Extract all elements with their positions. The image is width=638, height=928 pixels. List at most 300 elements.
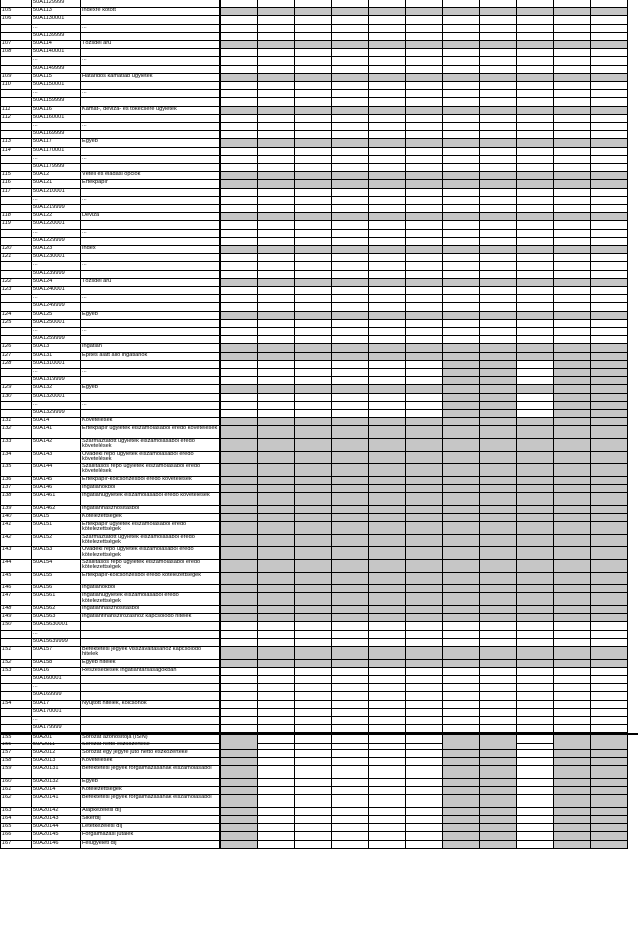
data-cell [406,123,443,131]
table-row [0,246,638,254]
row-number: 131 [0,418,32,426]
data-cell [221,189,258,197]
data-cell [295,766,332,779]
data-cell [406,750,443,758]
data-cell [406,506,443,514]
row-number: 134 [0,452,32,465]
data-cell [258,477,295,485]
row-label [81,254,221,262]
row-label: ... [81,90,221,98]
data-cell [554,606,591,614]
data-cell [258,107,295,115]
data-cell [332,506,369,514]
row-label: Kötelezettségek [81,787,221,795]
data-cell [258,385,295,393]
data-cell [258,361,295,369]
row-label: ... [81,230,221,238]
data-cell [443,287,480,295]
data-cell [406,344,443,352]
data-cell [221,606,258,614]
data-cell [332,485,369,493]
row-number [0,131,32,139]
data-cell [554,0,591,8]
data-cell [480,107,517,115]
data-cell [406,98,443,106]
data-cell [258,25,295,33]
table-row [0,733,638,741]
data-cell [295,312,332,320]
data-cell [332,115,369,123]
data-cell [221,758,258,766]
data-cell [332,25,369,33]
data-cell [554,779,591,787]
data-cell [369,295,406,303]
data-cell [221,750,258,758]
data-cell [221,426,258,439]
data-cell [332,336,369,344]
table-row [0,164,638,172]
data-cell [591,369,628,377]
data-cell [332,369,369,377]
row-number: 114 [0,148,32,156]
row-code: 50A169999 [32,692,81,700]
data-cell [369,493,406,506]
data-cell [258,98,295,106]
row-code: ... [32,123,81,131]
table-row [0,493,638,506]
row-label: Ingatlanügyletek elszámolásából eredő kötelezettségek [81,593,221,606]
data-cell [554,205,591,213]
data-cell [554,287,591,295]
data-cell [406,717,443,725]
row-label: Tőzsdei áru [81,41,221,49]
data-cell [369,336,406,344]
data-cell [295,205,332,213]
row-label: ... [81,57,221,65]
data-cell [406,25,443,33]
data-cell [480,123,517,131]
data-cell [332,841,369,849]
row-number: 128 [0,361,32,369]
data-cell [480,320,517,328]
data-cell [517,585,554,593]
data-cell [221,82,258,90]
data-cell [554,107,591,115]
data-cell [591,606,628,614]
data-cell [480,230,517,238]
data-cell [591,709,628,717]
data-cell [517,115,554,123]
data-cell [295,647,332,660]
row-number: 136 [0,477,32,485]
data-cell [406,647,443,660]
row-code: ... [32,90,81,98]
data-cell [221,402,258,410]
data-cell [221,631,258,639]
data-cell [295,684,332,692]
data-cell [591,361,628,369]
row-code: 50A1230001 [32,254,81,262]
table-row [0,33,638,41]
data-cell [369,485,406,493]
data-cell [554,377,591,385]
data-cell [554,115,591,123]
data-cell [295,477,332,485]
row-number [0,303,32,311]
data-cell [295,353,332,361]
row-number [0,98,32,106]
data-cell [406,139,443,147]
data-cell [406,189,443,197]
data-cell [332,0,369,8]
data-cell [258,766,295,779]
data-cell [332,684,369,692]
data-cell [517,750,554,758]
data-cell [369,262,406,270]
data-cell [517,320,554,328]
data-cell [406,377,443,385]
data-cell [295,0,332,8]
data-cell [369,832,406,840]
data-cell [554,221,591,229]
row-code: 50A1240001 [32,287,81,295]
data-cell [480,312,517,320]
data-cell [332,452,369,465]
data-cell [295,279,332,287]
data-cell [406,779,443,787]
row-code: 50A201 [32,735,81,743]
data-cell [369,766,406,779]
data-cell [369,585,406,593]
data-cell [295,287,332,295]
data-cell [480,197,517,205]
data-cell [443,8,480,16]
data-cell [221,131,258,139]
data-cell [480,49,517,57]
data-cell [517,156,554,164]
data-cell [369,684,406,692]
data-cell [258,631,295,639]
row-number [0,369,32,377]
row-number [0,0,32,8]
data-cell [480,279,517,287]
data-cell [221,262,258,270]
table-row [0,156,638,164]
table-row [0,593,638,606]
data-cell [258,148,295,156]
row-code: 50A1210001 [32,189,81,197]
table-row [0,426,638,439]
data-cell [369,74,406,82]
data-cell [332,262,369,270]
table-row [0,477,638,485]
data-cell [406,410,443,418]
data-cell [369,82,406,90]
table-row [0,701,638,709]
row-code: ... [32,197,81,205]
data-cell [591,701,628,709]
data-cell [591,439,628,452]
row-number: 108 [0,49,32,57]
data-cell [369,57,406,65]
data-cell [258,295,295,303]
data-cell [517,0,554,8]
data-cell [591,344,628,352]
data-cell [369,90,406,98]
row-number [0,90,32,98]
data-cell [443,573,480,586]
data-cell [443,74,480,82]
data-cell [332,614,369,622]
data-cell [295,156,332,164]
data-cell [295,808,332,816]
row-number: 167 [0,841,32,849]
data-cell [369,692,406,700]
data-cell [295,606,332,614]
table-row [0,668,638,676]
data-cell [295,668,332,676]
data-cell [369,312,406,320]
row-number [0,717,32,725]
row-label: Forgalmazási jutalék [81,832,221,840]
data-cell [332,180,369,188]
table-row [0,230,638,238]
row-code: 50A2011 [32,742,81,750]
data-cell [295,824,332,832]
data-cell [332,189,369,197]
row-code: 50A1220001 [32,221,81,229]
table-row [0,709,638,717]
data-cell [221,172,258,180]
data-cell [517,254,554,262]
data-cell [332,816,369,824]
row-number: 107 [0,41,32,49]
data-cell [443,238,480,246]
data-cell [258,394,295,402]
data-cell [258,668,295,676]
data-cell [554,33,591,41]
row-code: 50A153 [32,547,81,560]
table-row [0,303,638,311]
row-code: ... [32,156,81,164]
data-cell [517,328,554,336]
data-cell [406,312,443,320]
row-number: 126 [0,344,32,352]
data-cell [591,779,628,787]
data-cell [443,816,480,824]
data-cell [554,74,591,82]
data-cell [406,90,443,98]
data-cell [406,758,443,766]
data-cell [221,614,258,622]
row-number [0,692,32,700]
data-cell [517,841,554,849]
row-label: Nyújtott hitelek, kölcsönök [81,701,221,709]
data-cell [221,49,258,57]
row-number: 160 [0,779,32,787]
table-row [0,205,638,213]
row-code: 50A1139999 [32,33,81,41]
data-cell [258,585,295,593]
row-label [81,725,221,733]
data-cell [332,547,369,560]
data-cell [517,221,554,229]
data-cell [406,287,443,295]
data-cell [295,336,332,344]
data-cell [517,312,554,320]
data-cell [406,547,443,560]
row-number [0,639,32,647]
row-label: Befektetési jegyek forgalmazásának elszámolásából [81,766,221,779]
data-cell [221,493,258,506]
row-code: 50A15630001 [32,622,81,630]
row-label [81,631,221,639]
data-cell [332,295,369,303]
row-label: Sorozat nettó eszközértéke [81,742,221,750]
data-cell [443,668,480,676]
row-code: 50A131 [32,353,81,361]
data-cell [406,230,443,238]
data-cell [406,701,443,709]
data-cell [591,271,628,279]
data-cell [480,410,517,418]
data-cell [332,246,369,254]
table-row [0,402,638,410]
data-cell [591,189,628,197]
row-label: Tőzsdei áru [81,279,221,287]
data-cell [369,107,406,115]
data-cell [369,816,406,824]
data-cell [480,295,517,303]
data-cell [554,254,591,262]
data-cell [406,180,443,188]
data-cell [221,74,258,82]
data-cell [443,164,480,172]
row-number: 124 [0,312,32,320]
data-cell [258,0,295,8]
table-row [0,535,638,548]
data-cell [332,692,369,700]
data-cell [406,709,443,717]
row-number: 117 [0,189,32,197]
row-label: Sikerdíj [81,816,221,824]
data-cell [258,506,295,514]
data-cell [221,701,258,709]
data-cell [258,213,295,221]
data-cell [591,16,628,24]
data-cell [480,493,517,506]
data-cell [517,369,554,377]
data-cell [406,418,443,426]
data-cell [480,535,517,548]
row-number: 127 [0,353,32,361]
data-cell [517,410,554,418]
data-cell [332,164,369,172]
row-number [0,295,32,303]
row-number: 146 [0,585,32,593]
data-cell [443,614,480,622]
data-cell [443,439,480,452]
data-cell [591,758,628,766]
data-cell [369,779,406,787]
data-cell [406,464,443,477]
data-cell [591,795,628,808]
data-cell [258,709,295,717]
data-cell [591,279,628,287]
data-cell [221,230,258,238]
data-cell [369,560,406,573]
data-cell [406,303,443,311]
row-label: Értékpapír ügyletek elszámolásából eredő kötelezettségek [81,522,221,535]
data-cell [221,369,258,377]
data-cell [258,639,295,647]
data-cell [443,795,480,808]
table-row [0,369,638,377]
row-label [81,16,221,24]
data-cell [332,82,369,90]
data-cell [406,394,443,402]
data-cell [221,573,258,586]
data-cell [221,312,258,320]
row-code: 50A17 [32,701,81,709]
data-cell [517,131,554,139]
row-label: ... [81,328,221,336]
data-cell [258,426,295,439]
row-code: 50A14 [32,418,81,426]
data-cell [406,156,443,164]
data-cell [554,238,591,246]
data-cell [591,254,628,262]
row-code: ... [32,717,81,725]
row-number: 132 [0,426,32,439]
row-number [0,205,32,213]
data-cell [517,593,554,606]
data-cell [480,426,517,439]
data-cell [295,25,332,33]
table-row [0,172,638,180]
data-cell [332,742,369,750]
data-cell [554,750,591,758]
row-label: Ingatlanhasznosításból [81,606,221,614]
row-number: 143 [0,547,32,560]
data-cell [480,816,517,824]
data-cell [480,725,517,733]
data-cell [591,8,628,16]
row-label [81,271,221,279]
data-cell [443,464,480,477]
row-code: 50A1239999 [32,271,81,279]
data-cell [517,25,554,33]
data-cell [221,25,258,33]
data-cell [591,464,628,477]
data-cell [369,614,406,622]
row-number [0,631,32,639]
data-cell [443,271,480,279]
data-cell [406,593,443,606]
data-cell [221,115,258,123]
data-cell [554,668,591,676]
row-code: 50A1563 [32,614,81,622]
data-cell [221,676,258,684]
row-label: Indexre kötött [81,8,221,16]
data-cell [332,808,369,816]
row-code: 50A20141 [32,795,81,808]
row-number: 165 [0,824,32,832]
data-cell [295,585,332,593]
row-label: Felügyeleti díj [81,841,221,849]
row-code: ... [32,402,81,410]
data-cell [591,139,628,147]
